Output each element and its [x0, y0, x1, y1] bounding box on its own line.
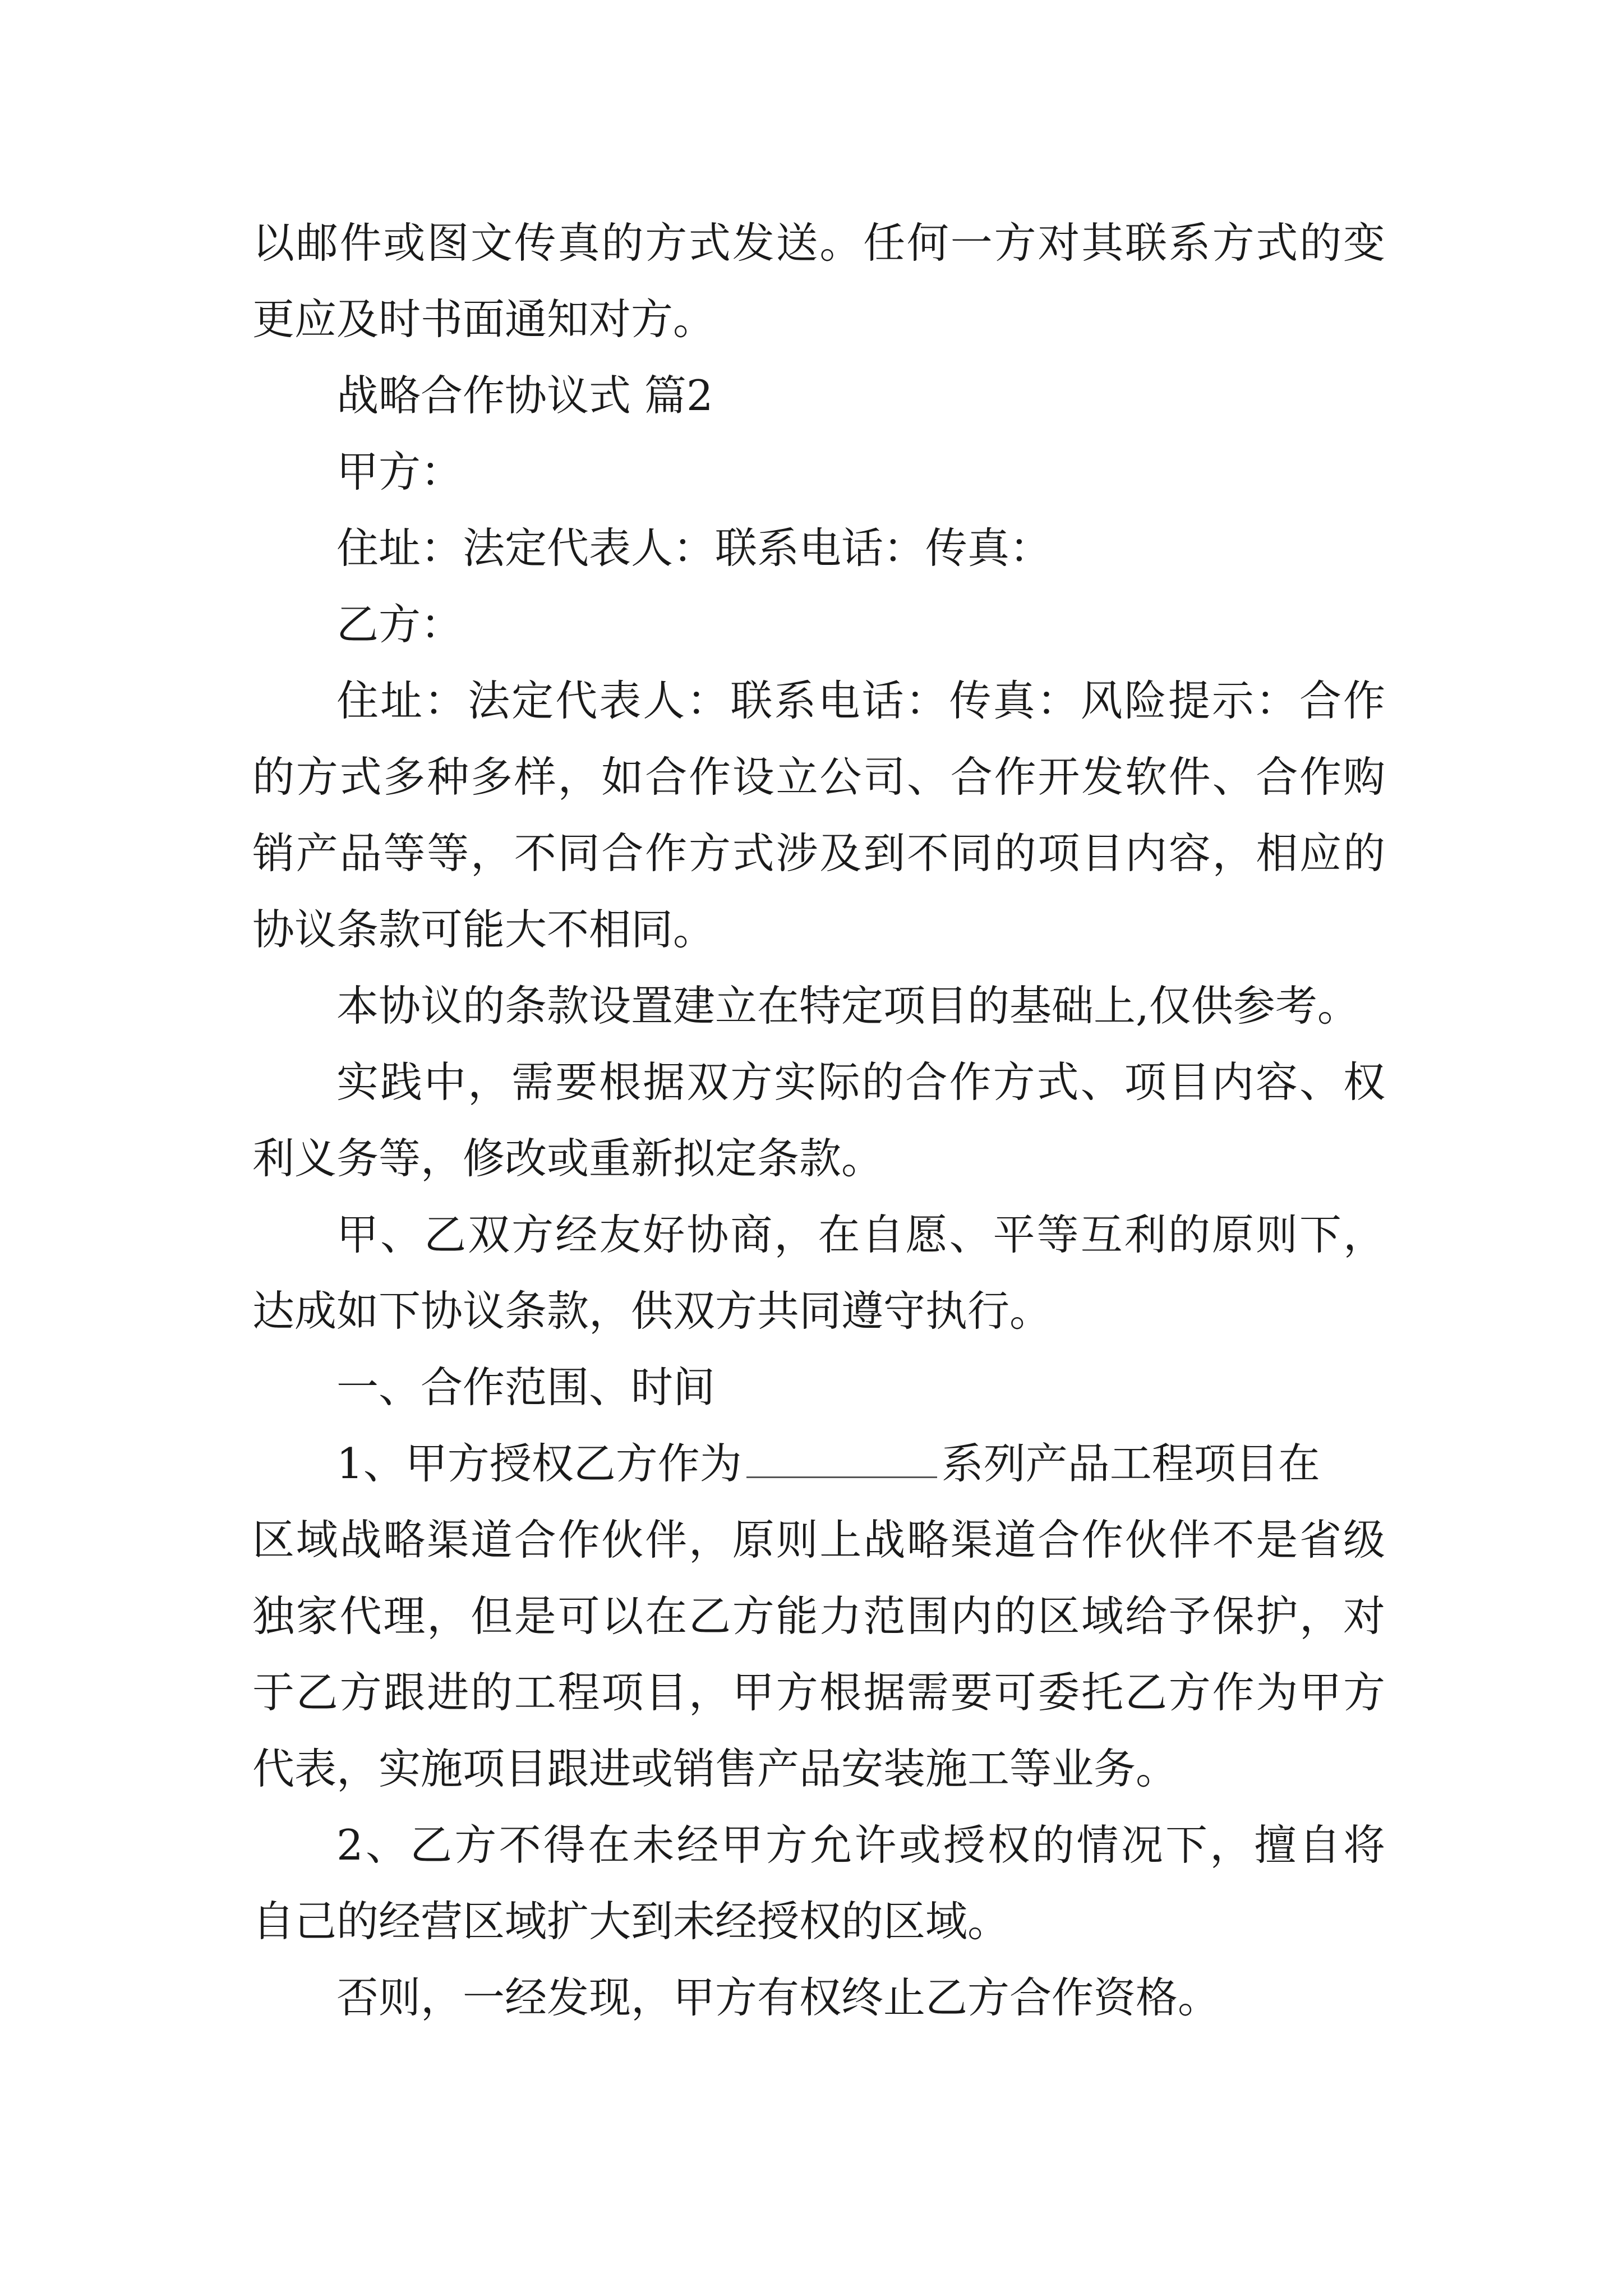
text-line: 2、乙方不得在未经甲方允许或授权的情况下，擅自将	[336, 1820, 1385, 1870]
party-a-details: 住址：法定代表人：联系电话：传真：	[336, 523, 1052, 573]
clause-1-text-after: 系列产品工程项目在	[941, 1439, 1320, 1488]
text-line: 达成如下协议条款，供双方共同遵守执行。	[252, 1286, 1052, 1336]
text-line: 销产品等等，不同合作方式涉及到不同的项目内容，相应的	[252, 829, 1385, 878]
text-line: 更应及时书面通知对方。	[252, 295, 716, 344]
text-line: 住址：法定代表人：联系电话：传真：风险提示：合作	[336, 676, 1385, 725]
clause-1-first-line	[252, 1425, 1385, 1502]
text-line: 于乙方跟进的工程项目，甲方根据需要可委托乙方作为甲方	[252, 1668, 1385, 1717]
clause-1-text-before: 1、甲方授权乙方作为	[336, 1439, 742, 1488]
clause-heading: 一、合作范围、时间	[336, 1363, 716, 1412]
text-line: 实践中，需要根据双方实际的合作方式、项目内容、权	[336, 1057, 1385, 1107]
section-heading: 战略合作协议式 篇2	[336, 371, 713, 420]
document-body	[252, 205, 1385, 2036]
party-a-label: 甲方：	[336, 447, 463, 496]
text-line: 的方式多种多样，如合作设立公司、合作开发软件、合作购	[252, 752, 1385, 802]
party-b-label: 乙方：	[336, 600, 463, 649]
text-line: 以邮件或图文传真的方式发送。任何一方对其联系方式的变	[252, 218, 1385, 268]
text-line: 代表，实施项目跟进或销售产品安装施工等业务。	[252, 1744, 1178, 1793]
text-line: 协议条款可能大不相同。	[252, 905, 716, 954]
fill-in-blank	[746, 1426, 937, 1478]
text-line: 利义务等，修改或重新拟定条款。	[252, 1134, 884, 1183]
text-line: 区域战略渠道合作伙伴，原则上战略渠道合作伙伴不是省级	[252, 1515, 1385, 1565]
text-line: 自己的经营区域扩大到未经授权的区域。	[252, 1897, 1010, 1946]
text-line: 甲、乙双方经友好协商，在自愿、平等互利的原则下，	[336, 1210, 1385, 1259]
text-line: 否则，一经发现，甲方有权终止乙方合作资格。	[336, 1973, 1220, 2022]
text-line: 本协议的条款设置建立在特定项目的基础上,仅供参考。	[336, 981, 1359, 1030]
text-line: 独家代理，但是可以在乙方能力范围内的区域给予保护，对	[252, 1591, 1385, 1641]
